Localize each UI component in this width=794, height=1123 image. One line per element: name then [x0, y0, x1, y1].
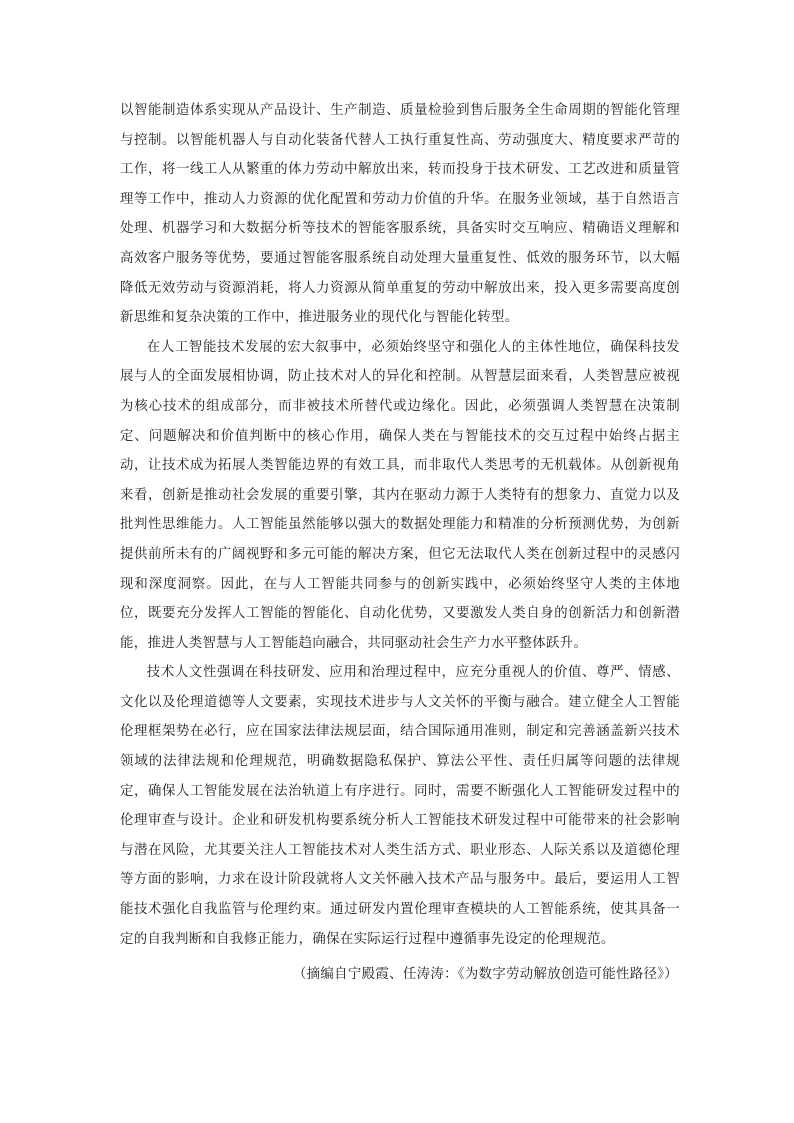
- paragraph-3: 技术人文性强调在科技研发、应用和治理过程中，应充分重视人的价值、尊严、情感、文化以及伦理道德等人文要素，实现技术进步与人文关怀的平衡与融合。建立健全人工智能伦理框架势在必行，应在国家法律法规层面，结合国际通用准则，制定和完善涵盖新兴技术领域的法律法规和伦理规范，明确数据隐私保护、算法公平性、责任归属等问题的法律规定，确保人工智能发展在法治轨道上有序进行。同时，需要不断强化人工智能研发过程中的伦理审查与设计。企业和研发机构要系统分析人工智能技术研发过程中可能带来的社会影响与潜在风险，尤其要关注人工智能技术对人类生活方式、职业形态、人际关系以及道德伦理等方面的影响，力求在设计阶段就将人文关怀融入技术产品与服务中。最后，要运用人工智能技术强化自我监管与伦理约束。通过研发内置伦理审查模块的人工智能系统，使其具备一定的自我判断和自我修正能力，确保在实际运行过程中遵循事先设定的伦理规范。: [120, 665, 680, 947]
- article-body: [120, 96, 680, 990]
- paragraph-1: 以智能制造体系实现从产品设计、生产制造、质量检验到售后服务全生命周期的智能化管理与控制。以智能机器人与自动化装备代替人工执行重复性高、劳动强度大、精度要求严苛的工作，将一线工人从繁重的体力劳动中解放出来，转而投身于技术研发、工艺改进和质量管理等工作中，推动人力资源的优化配置和劳动力价值的升华。在服务业领域，基于自然语言处理、机器学习和大数据分析等技术的智能客服系统，具备实时交互响应、精确语义理解和高效客户服务等优势，要通过智能客服系统自动处理大量重复性、低效的服务环节，以大幅降低无效劳动与资源消耗，将人力资源从简单重复的劳动中解放出来，投入更多需要高度创新思维和复杂决策的工作中，推进服务业的现代化与智能化转型。: [120, 103, 680, 326]
- paragraph-2: 在人工智能技术发展的宏大叙事中，必须始终坚守和强化人的主体性地位，确保科技发展与人的全面发展相协调，防止技术对人的异化和控制。从智慧层面来看，人类智慧应被视为核心技术的组成部分，而非被技术所替代或边缘化。因此，必须强调人类智慧在决策制定、问题解决和价值判断中的核心作用，确保人类在与智能技术的交互过程中始终占据主动，让技术成为拓展人类智能边界的有效工具，而非取代人类思考的无机载体。从创新视角来看，创新是推动社会发展的重要引擎，其内在驱动力源于人类特有的想象力、直觉力以及批判性思维能力。人工智能虽然能够以强大的数据处理能力和精准的分析预测优势，为创新提供前所未有的广阔视野和多元可能的解决方案，但它无法取代人类在创新过程中的灵感闪现和深度洞察。因此，在与人工智能共同参与的创新实践中，必须始终坚守人类的主体地位，既要充分发挥人工智能的智能化、自动化优势，又要激发人类自身的创新活力和创新潜能，推进人类智慧与人工智能趋向融合，共同驱动社会生产力水平整体跃升。: [120, 339, 680, 651]
- source-citation: （摘编自宁殿霞、任涛涛：《为数字劳动解放创造可能性路径》）: [292, 967, 678, 983]
